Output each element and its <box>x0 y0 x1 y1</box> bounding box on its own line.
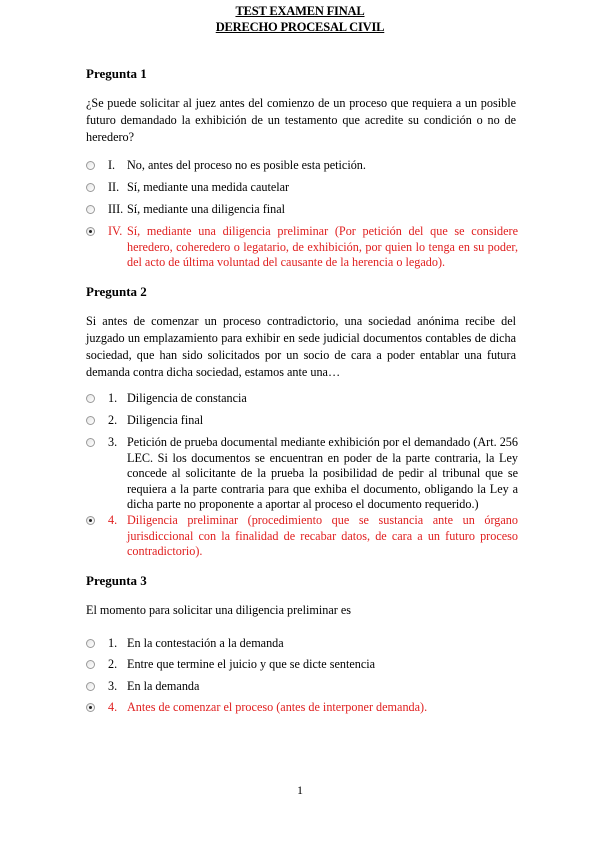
option-text: Antes de comenzar el proceso (antes de interponer demanda). <box>127 700 428 714</box>
option-text: Diligencia preliminar (procedimiento que se sustancia ante un órgano jurisdiccional con la finalidad de recabar datos, de cara a un futuro proceso contradictorio). <box>127 513 518 558</box>
option-text: Sí, mediante una diligencia preliminar (Por petición del que se considere heredero, coheredero o legatario, de exhibición, por quien lo tenga en su poder, del acto de última voluntad del causante de la herencia o legado). <box>127 224 518 269</box>
radio-button-icon[interactable] <box>86 639 95 648</box>
option-text: Sí, mediante una medida cautelar <box>127 180 290 194</box>
option-number: 2. <box>108 657 118 671</box>
option-number: 2. <box>108 413 118 427</box>
radio-button-icon[interactable] <box>86 183 95 192</box>
option-number: 1. <box>108 391 118 405</box>
option-number: 3. <box>108 435 118 449</box>
question-3-heading: Pregunta 3 <box>86 573 147 588</box>
option-text: Sí, mediante una diligencia final <box>127 202 286 216</box>
question-1-text: ¿Se puede solicitar al juez antes del comienzo de un proceso que requiera a un posible futuro demandado la exhibición de un testamento que acredite su condición o no de heredero? <box>86 96 516 144</box>
radio-button-icon[interactable] <box>86 660 95 669</box>
option-number: 3. <box>108 679 118 693</box>
option-text: Petición de prueba documental mediante exhibición por el demandado (Art. 256 LEC. Si los documentos se encuentran en poder de la parte contraria, la Ley concede al solicitante de la prueba la posibilidad de pedir al tribunal que se requiera a la parte contraria para que exhiba el documento, obligando la Ley a dicha parte no proponente a aportar al proceso el documento requerido.) <box>127 435 518 511</box>
radio-button-selected-icon[interactable] <box>86 516 95 525</box>
option-number: 1. <box>108 636 118 650</box>
option-number: II. <box>108 180 120 194</box>
option-text: Diligencia final <box>127 413 204 427</box>
question-2-text: Si antes de comenzar un proceso contradictorio, una sociedad anónima recibe del juzgado un emplazamiento para exhibir en sede judicial documentos contables de dicha sociedad, que han sido solicitados por un socio de cara a poder entablar una futura demanda contra dicha sociedad, estamos ante una… <box>86 314 516 379</box>
option-text: Diligencia de constancia <box>127 391 247 405</box>
question-1-heading: Pregunta 1 <box>86 66 147 81</box>
option-number: III. <box>108 202 124 216</box>
title-line-2: DERECHO PROCESAL CIVIL <box>215 20 385 34</box>
radio-button-icon[interactable] <box>86 205 95 214</box>
option-number: 4. <box>108 513 118 527</box>
radio-button-icon[interactable] <box>86 438 95 447</box>
option-number: I. <box>108 158 116 172</box>
radio-button-icon[interactable] <box>86 416 95 425</box>
option-number: IV. <box>108 224 123 238</box>
radio-button-icon[interactable] <box>86 394 95 403</box>
radio-button-selected-icon[interactable] <box>86 227 95 236</box>
option-text: No, antes del proceso no es posible esta petición. <box>127 158 366 172</box>
option-text: Entre que termine el juicio y que se dicte sentencia <box>127 657 376 671</box>
option-text: En la demanda <box>127 679 200 693</box>
option-number: 4. <box>108 700 118 714</box>
radio-button-selected-icon[interactable] <box>86 703 95 712</box>
question-2-heading: Pregunta 2 <box>86 284 147 299</box>
radio-button-icon[interactable] <box>86 161 95 170</box>
question-3-text: El momento para solicitar una diligencia preliminar es <box>86 603 351 617</box>
title-line-1: TEST EXAMEN FINAL <box>235 4 365 18</box>
page-number: 1 <box>297 783 303 797</box>
option-text: En la contestación a la demanda <box>127 636 284 650</box>
radio-button-icon[interactable] <box>86 682 95 691</box>
